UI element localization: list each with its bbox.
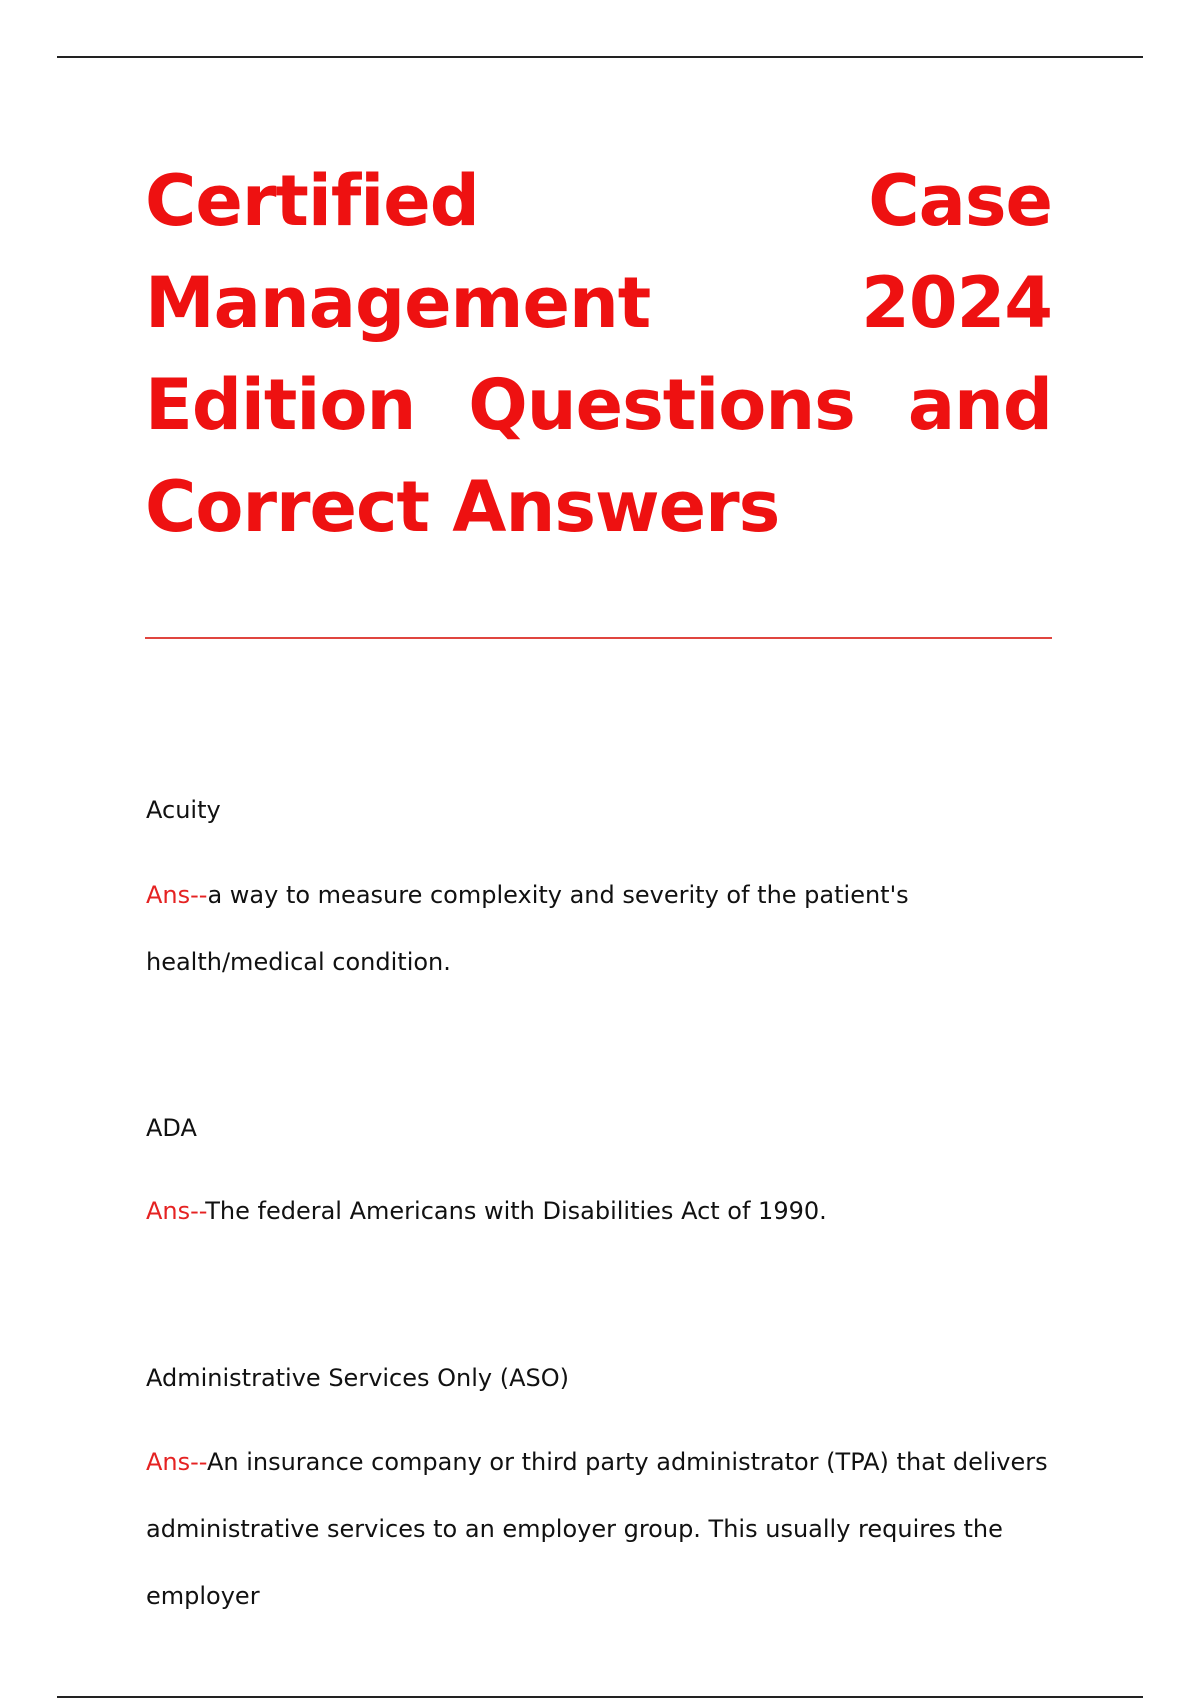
- answer-prefix: Ans--: [146, 1197, 206, 1225]
- answer-text: a way to measure complexity and severity of the patient's health/medical condition.: [146, 881, 909, 976]
- entry-term: Acuity: [146, 796, 221, 824]
- entry-term: ADA: [146, 1114, 197, 1142]
- entry-answer: [146, 1429, 1056, 1630]
- top-page-rule: [57, 56, 1143, 58]
- answer-prefix: Ans--: [146, 881, 208, 909]
- entry-answer: [146, 862, 1056, 996]
- entry-answer: [146, 1178, 1056, 1245]
- title-underline: [145, 637, 1052, 639]
- answer-prefix: Ans--: [146, 1448, 207, 1476]
- entry-term: Administrative Services Only (ASO): [146, 1364, 570, 1392]
- answer-text: The federal Americans with Disabilities Act of 1990.: [205, 1197, 827, 1225]
- bottom-page-rule: [57, 1696, 1143, 1698]
- document-title: Certified Case Management 2024 Edition Questions and Correct Answers: [145, 160, 1052, 548]
- answer-text: An insurance company or third party administrator (TPA) that delivers administrative services to an employer group. This usually requires the employer: [146, 1448, 1048, 1610]
